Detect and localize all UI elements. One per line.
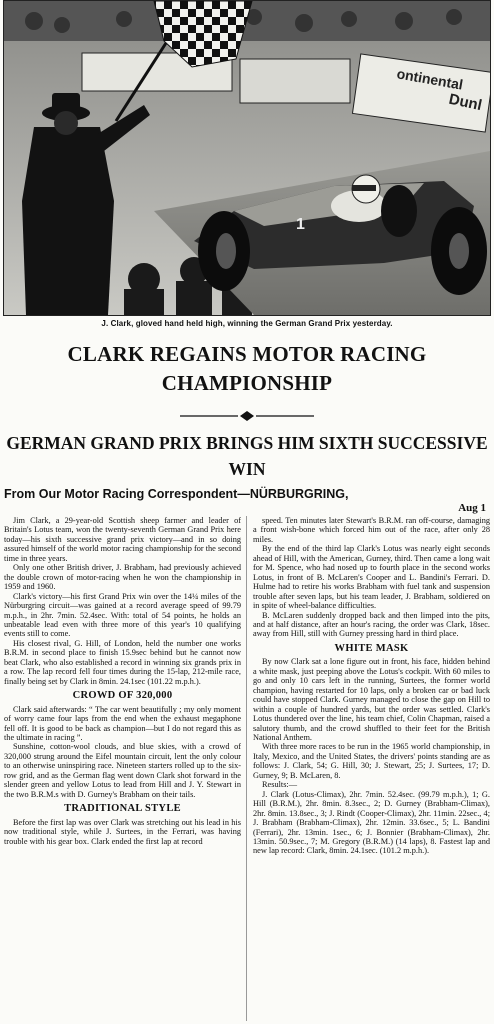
section-heading: WHITE MASK xyxy=(334,642,409,654)
article-paragraph: Clark said afterwards: “ The car went beautifully ; my only moment of worry came four laps from the end when the exhaust megaphone fell off. It is good to be back as champion—but I do not regard this as the ultimate in racing ”. xyxy=(4,704,241,742)
article-paragraph: speed. Ten minutes later Stewart's B.R.M. ran off-course, damaging a front wish-bone which forced him out of the race, after only 28 miles. xyxy=(253,516,490,544)
article-paragraph: With three more races to be run in the 1965 world championship, in Italy, Mexico, and the United States, the drivers' points standing are as follows: J. Clark, 54; G. Hill, 30; J. Stewart, 25; J. Surtees, 17; D. Gurney, 9; B. McLaren, 8. xyxy=(253,742,490,780)
banner-continental-text: ontinental xyxy=(395,65,465,93)
article-paragraph: Sunshine, cotton-wool clouds, and blue skies, with a crowd of 320,000 strung around the Eifel mountain circuit, lent the only colour to an otherwise uninspiring race. Nineteen starters rolled up to the six-row grid, and as the German flag went down Clark shot forward in the slender green and yellow Lotus to lead from Hill and J. Y. Stewart in the two B.R.M.s with D. Gurney's Brabham on their tails. xyxy=(4,742,241,799)
main-headline: CLARK REGAINS MOTOR RACING CHAMPIONSHIP xyxy=(67,342,427,395)
byline: From Our Motor Racing Correspondent—NÜRBURGRING, xyxy=(4,487,349,501)
article-paragraph: By now Clark sat a lone figure out in front, his face, hidden behind a white mask, just peeping above the Lotus's cockpit. With 60 miles to go and only 10 cars left in the running, Surtees, the former world champion, having restarted for 10 laps, only a broken car or bad luck could have stopped Clark. Gurney managed to close the gap on Hill to within a couple of hundred yards, but the order was settled. Clark's Lotus thundered over the line, his team chief, Colin Chapman, raised a salutory thumb, and the crowd shuffled to their feet for the British National Anthem. xyxy=(253,657,490,742)
race-photo-drawing xyxy=(4,1,490,315)
article-paragraph: J. Clark (Lotus-Climax), 2hr. 7min. 52.4sec. (99.79 m.p.h.), 1; G. Hill (B.R.M.), 2hr. 8min. 8.3sec., 2; D. Gurney (Brabham-Climax), 2hr. 8min. 13.8sec., 3; J. Rindt (Cooper-Climax), 2hr. 11min. 22sec., 4; J. Brabham (Brabham-Climax), 2hr. 12min. 33.6sec., 5; L. Bandini (Ferrari), 2hr. 13min. 1sec., 6; J. Bonnier (Brabham-Climax), 2hr. 13min. 50.9sec., 7; M. Gregory (B.R.M.) (14 laps), 8. Fastest lap and new lap record: Clark, 8min. 24.1sec. (101.2 m.p.h.). xyxy=(253,789,490,856)
article-paragraph: His closest rival, G. Hill, of London, held the number one works B.R.M. in second place to finish 15.9sec behind but he cannot now beat Clark, who also established a record in winning six grands prix in a row. The lap record fell four times during the 15-lap, 212-mile race, finally being set by Clark in 8min. 24.1sec (101.22 m.p.h.). xyxy=(4,638,241,686)
ornament-divider-icon xyxy=(180,410,314,422)
article-paragraph: Clark's victory—his first Grand Prix win over the 14¼ miles of the Nürburgring circuit—was gained at a record average speed of 99.79 m.p.h., in 2hr. 7min. 52.4sec. With: total of 54 points, he holds an unbeatable lead even with three more of this year's 10 qualifying events still to come. xyxy=(4,591,241,639)
banner-dunlop-text: Dunl xyxy=(447,90,484,115)
column-rule xyxy=(246,516,247,1021)
article-paragraph: Results:— xyxy=(262,780,298,790)
article-column-left xyxy=(4,516,241,1021)
article-paragraph: Jim Clark, a 29-year-old Scottish sheep farmer and leader of Britain's Lotus team, won the twenty-seventh German Grand Prix here today—his sixth successive grand prix victory—and in so doing assured himself of the world motor racing championship for the second time in three years. xyxy=(4,516,241,563)
car-number-text: 1 xyxy=(296,216,305,233)
race-photo xyxy=(3,0,491,316)
section-heading: CROWD OF 320,000 xyxy=(72,690,173,702)
article-paragraph: B. McLaren suddenly dropped back and then limped into the pits, and at half distance, after an hour's racing, the order was Clark, 18sec. away from Hill, still with Gurney pressing hard in third place. xyxy=(253,610,490,639)
article-paragraph: Only one other British driver, J. Brabham, had previously achieved the double crown of motor-racing when he won the championship in 1959 and 1960. xyxy=(4,563,241,592)
article-paragraph: Before the first lap was over Clark was stretching out his lead in his now traditional style, while J. Surtees, in the Ferrari, was having trouble with his gear box. Clark ended the first lap at record xyxy=(4,817,241,846)
photo-caption: J. Clark, gloved hand held high, winning the German Grand Prix yesterday. xyxy=(101,319,393,328)
sub-headline: GERMAN GRAND PRIX BRINGS HIM SIXTH SUCCESSIVE WIN xyxy=(6,433,488,479)
section-heading: TRADITIONAL STYLE xyxy=(64,803,181,815)
article-paragraph: By the end of the third lap Clark's Lotus was nearly eight seconds ahead of Hill, with the American, Gurney, third. Then came a long wait for M. Spence, who had nosed up to fourth place in the second works Lotus, in front of B. McLaren's Cooper and L. Bandini's Ferrari. D. Hulme had to retire his works Brabham with fuel tank and suspension trouble after seven laps, but his team leader, J. Brabham, soldiered on in spite of wheel-balance difficulties. xyxy=(253,544,490,611)
article-column-right xyxy=(253,516,490,1021)
dateline: Aug 1 xyxy=(458,502,486,514)
